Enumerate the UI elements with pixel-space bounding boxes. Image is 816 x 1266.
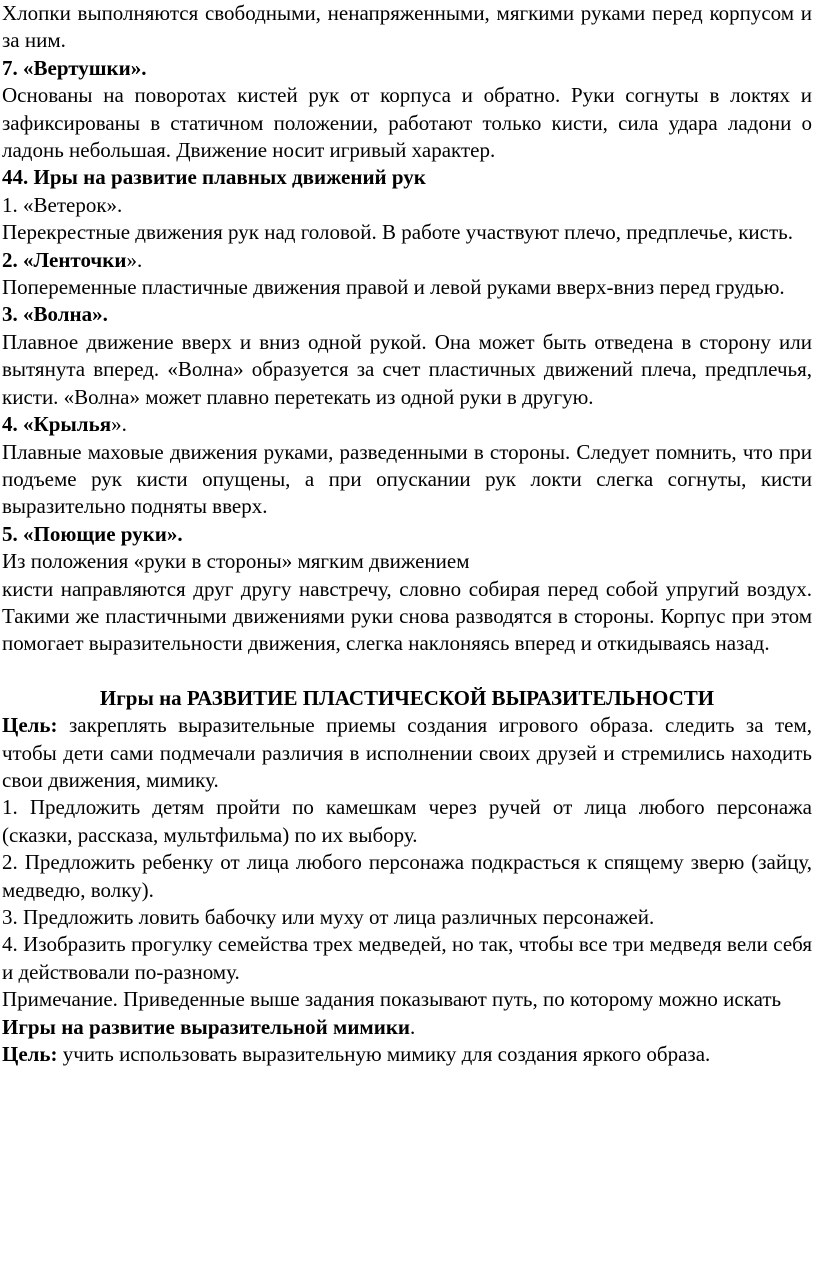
exercise-3-title: 3. «Волна». (2, 302, 108, 327)
exercise-4-title-tail: ». (111, 412, 127, 437)
exercise-5-text: кисти направляются друг другу навстречу, словно собирая перед собой упругий воздух. Такими же пластичными движениями руки снова разводятся в стороны. Корпус при этом помогает выразительности движения, слегка наклоняясь вперед и откидываясь назад. (2, 576, 812, 656)
note-paragraph: Примечание. Приведенные выше задания показывают путь, по которому можно искать (2, 987, 782, 1012)
goal-paragraph (2, 712, 812, 794)
exercise-4-title (2, 411, 812, 438)
goal2-label: Цель: (2, 1042, 58, 1067)
mimic-heading-tail: . (410, 1014, 416, 1039)
task-item-4: 4. Изобразить прогулку семейства трех медведей, но так, чтобы все три медведя вели себя и действовали по-разному. (2, 932, 812, 984)
exercise-7-text: Основаны на поворотах кистей рук от корпуса и обратно. Руки согнуты в локтях и зафиксированы в статичном положении, работают только кисти, сила удара ладони о ладонь небольшая. Движение носит игривый характер. (2, 83, 812, 163)
exercise-3-text: Плавное движение вверх и вниз одной рукой. Она может быть отведена в сторону или вытянута вперед. «Волна» образуется за счет пластичных движений плеча, предплечья, кисти. «Волна» может плавно перетекать из одной руки в другую. (2, 329, 812, 409)
goal-text: закреплять выразительные приемы создания игрового образа. следить за тем, чтобы дети сами подмечали различия в исполнении своих друзей и стремились находить свои движения, мимику. (2, 713, 812, 792)
exercise-2-title-bold: 2. «Ленточки (2, 247, 127, 272)
mimic-heading-bold: Игры на развитие выразительной мимики (2, 1014, 411, 1039)
paragraph-gap (2, 658, 812, 685)
plastic-expressiveness-heading: Игры на РАЗВИТИЕ ПЛАСТИЧЕСКОЙ ВЫРАЗИТЕЛЬНОСТИ (99, 685, 715, 710)
exercise-2-title (2, 247, 812, 274)
exercise-5-line1: Из положения «руки в стороны» мягким движением (2, 549, 470, 574)
goal2-text: учить использовать выразительную мимику для создания яркого образа. (57, 1042, 711, 1067)
intro-paragraph: Хлопки выполняются свободными, ненапряженными, мягкими руками перед корпусом и за ним. (2, 1, 812, 53)
task-item-2: 2. Предложить ребенку от лица любого персонажа подкрасться к спящему зверю (зайцу, медведю, волку). (2, 850, 812, 902)
mimic-heading (2, 1014, 812, 1041)
task-item-3: 3. Предложить ловить бабочку или муху от лица различных персонажей. (2, 905, 655, 929)
exercise-4-title-bold: 4. «Крылья (2, 412, 112, 437)
exercise-5-title: 5. «Поющие руки». (2, 521, 183, 546)
goal-label: Цель: (2, 713, 58, 738)
section-44-title: 44. Иры на развитие плавных движений рук (2, 165, 426, 190)
exercise-1-title: 1. «Ветерок». (2, 192, 123, 217)
goal2-paragraph (2, 1041, 812, 1068)
exercise-4-text: Плавные маховые движения руками, разведенными в стороны. Следует помнить, что при подъеме рук кисти опущены, а при опускании рук локти слегка согнуты, кисти выразительно подняты вверх. (2, 439, 812, 519)
exercise-7-title: 7. «Вертушки». (2, 55, 147, 80)
exercise-1-text: Перекрестные движения рук над головой. В работе участвуют плечо, предплечье, кисть. (2, 220, 793, 245)
exercise-2-title-tail: ». (126, 247, 143, 272)
exercise-2-text: Попеременные пластичные движения правой и левой руками вверх-вниз перед грудью. (2, 275, 785, 300)
task-item-1: 1. Предложить детям пройти по камешкам через ручей от лица любого персонажа (сказки, рассказа, мультфильма) по их выбору. (2, 795, 812, 847)
